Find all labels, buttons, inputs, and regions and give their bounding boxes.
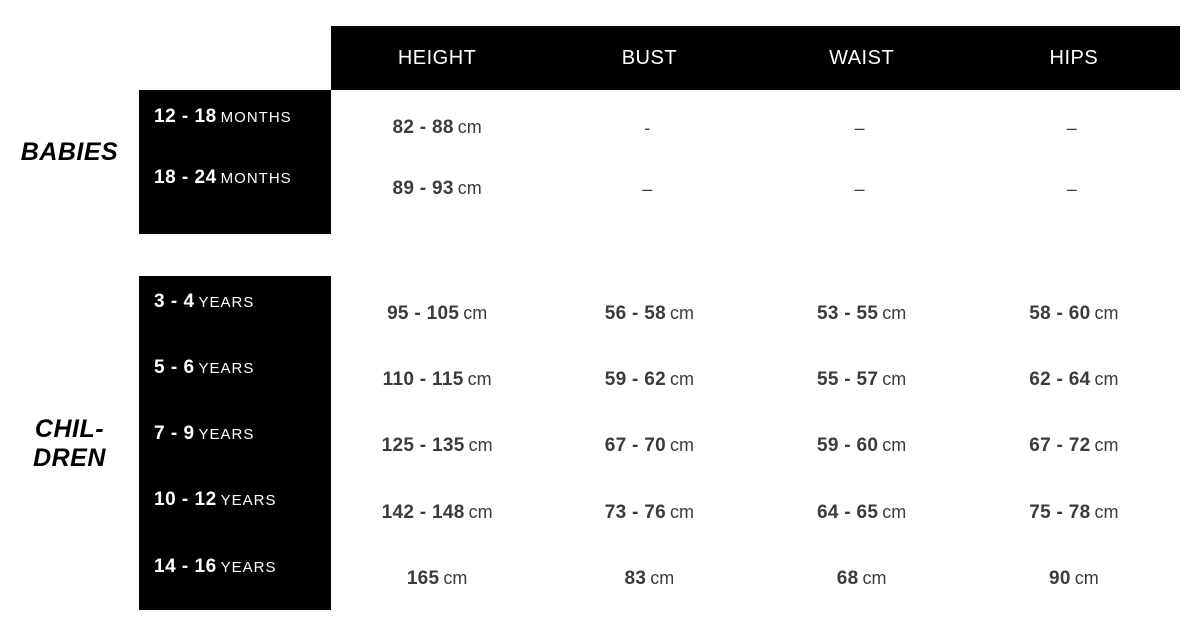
cell-waist <box>756 179 968 200</box>
cell-value: – <box>1066 117 1078 138</box>
size-range: 18 - 24 <box>154 167 217 188</box>
cell-bust <box>543 502 755 524</box>
cell-hips <box>968 369 1180 391</box>
cell-waist <box>756 303 968 325</box>
table-row <box>331 565 1180 593</box>
cell-unit: cm <box>468 435 493 455</box>
cell-waist <box>756 568 968 590</box>
cell-unit: cm <box>1074 568 1099 588</box>
column-header-waist: WAIST <box>829 46 895 69</box>
cell-unit: cm <box>468 502 493 522</box>
cell-value: – <box>1066 178 1078 199</box>
cell-waist <box>756 435 968 457</box>
cell-hips <box>968 179 1180 200</box>
cell-value: - <box>644 117 651 138</box>
cell-value: 64 - 65 <box>816 502 879 523</box>
cell-unit: cm <box>1094 303 1119 323</box>
cell-height <box>331 303 543 325</box>
cell-hips <box>968 435 1180 457</box>
cell-bust <box>543 568 755 590</box>
cell-unit: cm <box>862 568 887 588</box>
column-header-height: HEIGHT <box>397 46 477 69</box>
cell-height <box>331 178 543 200</box>
cell-value: 68 <box>836 568 859 589</box>
table-row <box>331 499 1180 527</box>
cell-value: 165 <box>406 568 440 589</box>
cell-unit: cm <box>1094 435 1119 455</box>
cell-hips <box>968 568 1180 590</box>
table-row <box>331 366 1180 394</box>
cell-unit: cm <box>882 369 907 389</box>
size-range: 5 - 6 <box>154 357 195 378</box>
cell-height <box>331 568 543 590</box>
cell-value: 142 - 148 <box>381 502 465 523</box>
size-range: 14 - 16 <box>154 556 217 577</box>
size-unit: YEARS <box>198 294 255 311</box>
cell-value: 53 - 55 <box>816 303 879 324</box>
cell-hips <box>968 303 1180 325</box>
cell-unit: cm <box>457 178 482 198</box>
cell-unit: cm <box>463 303 488 323</box>
cell-value: 110 - 115 <box>382 369 464 390</box>
size-unit: YEARS <box>198 360 255 377</box>
size-label-children-3-4-years <box>154 291 254 313</box>
column-header-bust: BUST <box>621 46 678 69</box>
cell-height <box>331 435 543 457</box>
size-range: 10 - 12 <box>154 489 217 510</box>
cell-unit: cm <box>1094 502 1119 522</box>
cell-unit: cm <box>670 435 694 455</box>
size-label-children-10-12-years <box>154 489 277 511</box>
cell-unit: cm <box>443 568 468 588</box>
column-header-hips: HIPS <box>1049 46 1099 69</box>
cell-value: 125 - 135 <box>381 435 465 456</box>
size-unit: YEARS <box>198 426 255 443</box>
size-label-children-14-16-years <box>154 556 277 578</box>
table-row <box>331 114 1180 142</box>
group-label-children <box>0 415 139 473</box>
size-label-children-5-6-years <box>154 357 254 379</box>
cell-value: 62 - 64 <box>1029 369 1091 390</box>
cell-value: 67 - 70 <box>604 435 666 456</box>
cell-value: 89 - 93 <box>392 178 454 199</box>
cell-unit: cm <box>457 117 482 137</box>
size-label-babies-18-24-months <box>154 167 292 189</box>
cell-value: 83 <box>624 568 647 589</box>
cell-hips <box>968 118 1180 139</box>
table-row <box>331 432 1180 460</box>
cell-unit: cm <box>1094 369 1119 389</box>
cell-bust <box>543 179 755 200</box>
group-label-babies: BABIES <box>20 138 119 166</box>
group-label-children-line2: DREN <box>33 443 106 472</box>
cell-unit: cm <box>670 502 694 522</box>
size-unit: MONTHS <box>220 170 292 187</box>
table-header-row <box>331 26 1180 90</box>
cell-height <box>331 369 543 391</box>
size-range: 7 - 9 <box>154 423 195 444</box>
group-label-children-line1: CHIL- <box>34 415 105 443</box>
table-row <box>331 175 1180 203</box>
cell-value: 95 - 105 <box>387 303 460 324</box>
cell-unit: cm <box>650 568 675 588</box>
cell-value: 56 - 58 <box>604 303 666 324</box>
cell-height <box>331 502 543 524</box>
cell-unit: cm <box>882 502 907 522</box>
cell-value: – <box>642 178 653 199</box>
cell-height <box>331 117 543 139</box>
size-range: 3 - 4 <box>154 291 195 312</box>
size-label-children-7-9-years <box>154 423 254 445</box>
cell-value: 59 - 60 <box>816 435 879 456</box>
table-row <box>331 300 1180 328</box>
cell-waist <box>756 502 968 524</box>
cell-value: 67 - 72 <box>1029 435 1091 456</box>
cell-value: 55 - 57 <box>816 369 879 390</box>
cell-unit: cm <box>670 303 694 323</box>
cell-value: 90 <box>1049 568 1071 589</box>
cell-value: 75 - 78 <box>1029 502 1091 523</box>
cell-value: – <box>854 117 865 138</box>
size-label-babies-12-18-months <box>154 106 292 128</box>
cell-waist <box>756 118 968 139</box>
cell-value: 73 - 76 <box>604 502 666 523</box>
cell-unit: cm <box>882 303 907 323</box>
cell-value: 58 - 60 <box>1029 303 1091 324</box>
cell-unit: cm <box>882 435 907 455</box>
cell-value: – <box>854 178 865 199</box>
cell-bust <box>543 118 755 139</box>
cell-bust <box>543 303 755 325</box>
size-range: 12 - 18 <box>154 106 217 127</box>
cell-waist <box>756 369 968 391</box>
size-unit: YEARS <box>220 559 277 576</box>
cell-unit: cm <box>467 369 492 389</box>
cell-bust <box>543 369 755 391</box>
cell-value: 82 - 88 <box>392 117 454 138</box>
cell-hips <box>968 502 1180 524</box>
size-unit: MONTHS <box>220 109 292 126</box>
size-unit: YEARS <box>220 492 277 509</box>
cell-bust <box>543 435 755 457</box>
cell-value: 59 - 62 <box>604 369 666 390</box>
cell-unit: cm <box>670 369 694 389</box>
